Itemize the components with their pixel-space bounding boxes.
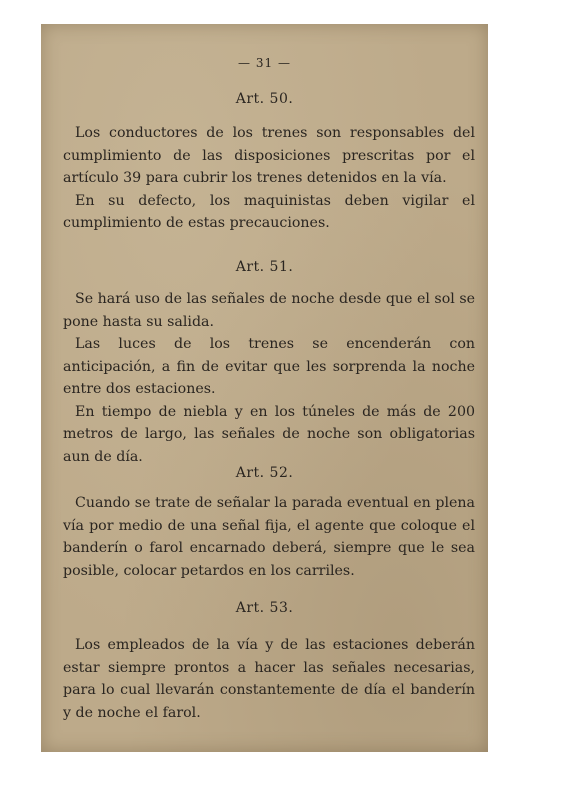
article-50-paragraph-2: En su defecto, los maquinistas deben vigilar el cumplimiento de estas precauciones.	[63, 192, 475, 231]
article-53-paragraph-1: Los empleados de la vía y de las estaciones deberán estar siempre prontos a hacer las señales necesarias, para lo cual llevarán constantemente de día el banderín y de noche el farol.	[63, 637, 475, 721]
article-53-body	[63, 634, 475, 724]
article-50-paragraph-1: Los conductores de los trenes son responsables del cumplimiento de las disposiciones prescritas por el artículo 39 para cubrir los trenes detenidos en la vía.	[63, 125, 475, 186]
article-51-heading: Art. 51.	[235, 259, 294, 275]
article-52-paragraph-1: Cuando se trate de señalar la parada eventual en plena vía por medio de una señal fija, el agente que coloque el banderín o farol encarnado deberá, siempre que le sea posible, colocar petardos en los carriles.	[63, 495, 475, 579]
article-52-heading: Art. 52.	[235, 465, 294, 481]
article-53-heading: Art. 53.	[235, 600, 294, 616]
article-50-heading: Art. 50.	[235, 91, 294, 107]
book-page	[41, 24, 488, 752]
article-51-paragraph-1: Se hará uso de las señales de noche desde que el sol se pone hasta su salida.	[63, 291, 475, 330]
article-51-body	[63, 288, 475, 468]
article-50-body	[63, 122, 475, 235]
article-52-body	[63, 492, 475, 582]
page-number: — 31 —	[238, 56, 291, 70]
article-51-paragraph-2: Las luces de los trenes se encenderán con anticipación, a fin de evitar que les sorprenda la noche entre dos estaciones.	[63, 336, 475, 397]
article-51-paragraph-3: En tiempo de niebla y en los túneles de más de 200 metros de largo, las señales de noche son obligatorias aun de día.	[63, 403, 475, 465]
